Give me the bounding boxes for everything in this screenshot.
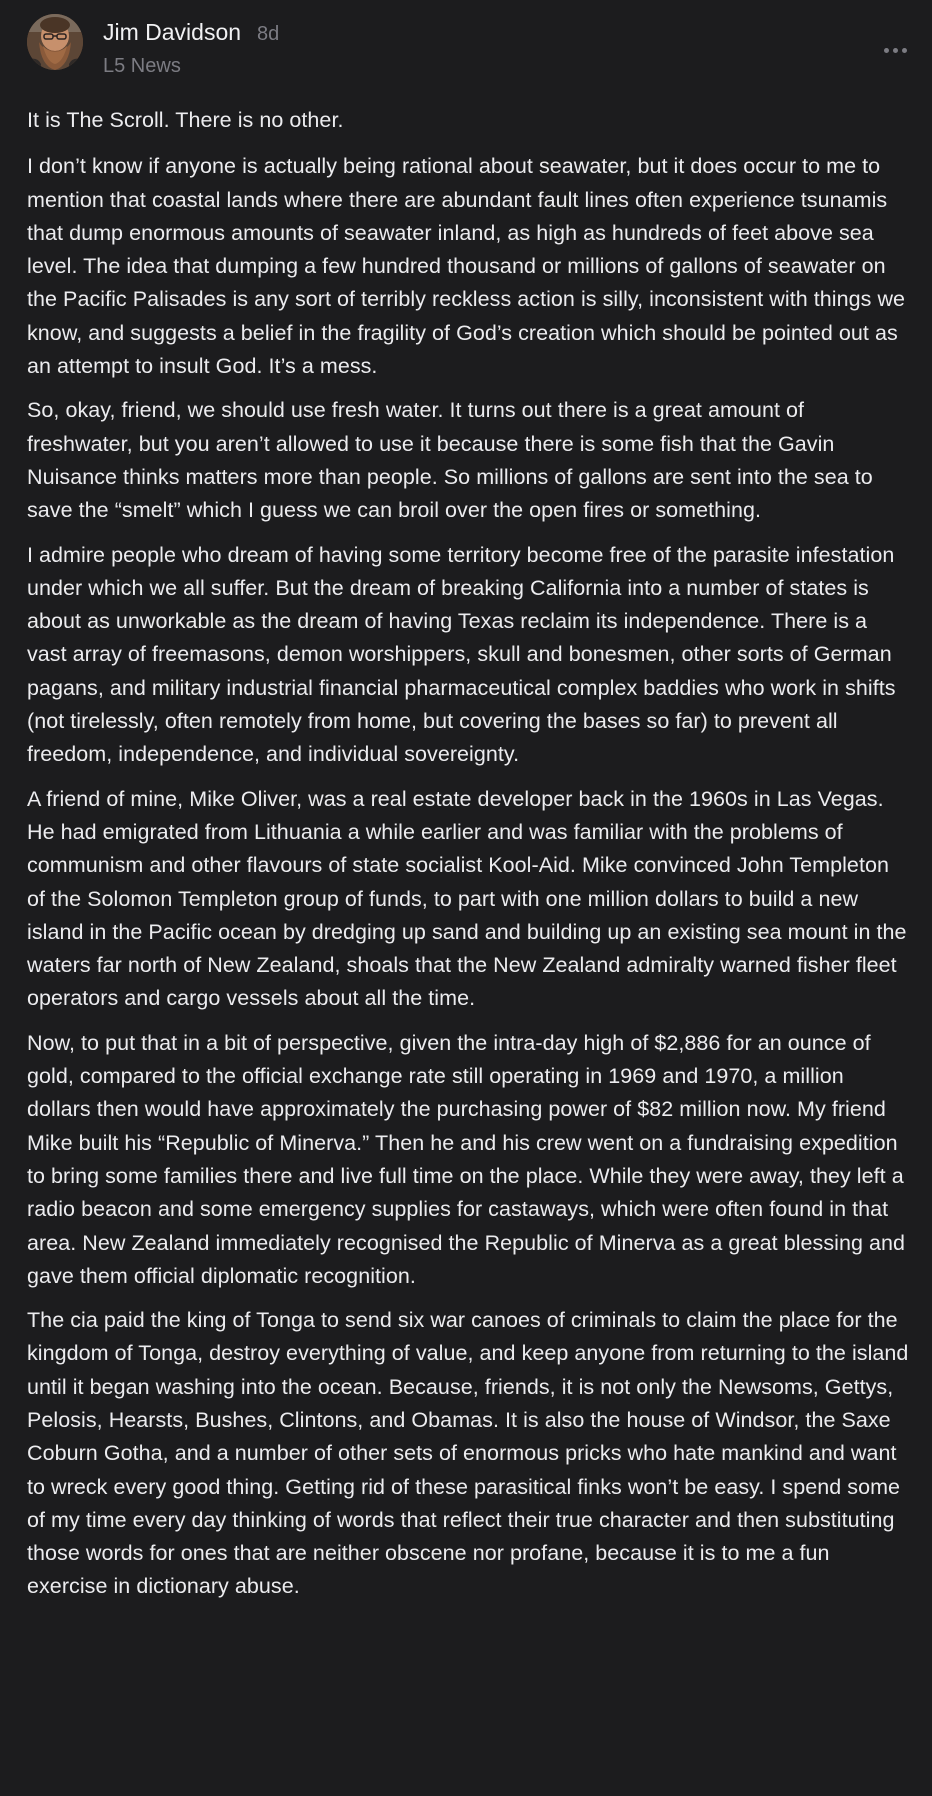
more-dot [893, 48, 898, 53]
post-paragraph: Now, to put that in a bit of perspective, given the intra-day high of $2,886 for an ounce of gold, compared to the official exchange rate still operating in 1969 and 1970, a million dollars then would have approximately the purchasing power of $82 million now. My friend Mike built his “Republic of Minerva.” Then he and his crew went on a fundraising expedition to bring some families there and live full time on the place. While they were away, they left a radio beacon and some emergency supplies for castaways, which were often found in that area. New Zealand immediately recognised the Republic of Minerva as a great blessing and gave them official diplomatic recognition. [27, 1030, 906, 1288]
post-meta-top [103, 17, 279, 49]
post-header [27, 14, 912, 104]
post-paragraph: A friend of mine, Mike Oliver, was a real estate developer back in the 1960s in Las Vegas. He had emigrated from Lithuania a while earlier and was familiar with the problems of communism and other flavours of state socialist Kool-Aid. Mike convinced John Templeton of the Solomon Templeton group of funds, to part with one million dollars to build a new island in the Pacific ocean by dredging up sand and building up an existing sea mount in the waters far north of New Zealand, shoals that the New Zealand admiralty warned fisher fleet operators and cargo vessels about all the time. [27, 786, 907, 1011]
more-horizontal-icon [884, 48, 907, 53]
post-paragraph: It is The Scroll. There is no other. [27, 108, 344, 132]
community-name[interactable]: L5 News [103, 55, 181, 77]
author-avatar[interactable] [27, 14, 83, 70]
author-name[interactable]: Jim Davidson [103, 19, 242, 45]
post-paragraph: I don’t know if anyone is actually being rational about seawater, but it does occur to me to mention that coastal lands where there are abundant fault lines often experience tsunamis that dump enormous amounts of seawater inland, as high as hundreds of feet above sea level. The idea that dumping a few hundred thousand or millions of gallons of seawater on the Pacific Palisades is any sort of terribly reckless action is silly, inconsistent with things we know, and suggests a belief in the fragility of God’s creation which should be pointed out as an attempt to insult God. It’s a mess. [27, 154, 906, 379]
post-paragraph: I admire people who dream of having some territory become free of the parasite infestation under which we all suffer. But the dream of breaking California into a number of states is about as unworkable as the dream of having Texas reclaim its independence. There is a vast array of freemasons, demon worshippers, skull and bonesmen, other sorts of German pagans, and military industrial financial pharmaceutical complex baddies who work in shifts (not tirelessly, often remotely from home, but covering the bases so far) to prevent all freedom, independence, and individual sovereignty. [27, 542, 896, 767]
post-paragraph: The cia paid the king of Tonga to send six war canoes of criminals to claim the place for the kingdom of Tonga, destroy everything of value, and keep anyone from returning to the island until it began washing into the ocean. Because, friends, it is not only the Newsoms, Gettys, Pelosis, Hearsts, Bushes, Clintons, and Obamas. It is also the house of Windsor, the Saxe Coburn Gotha, and a number of other sets of enormous pricks who hate mankind and want to wreck every good thing. Getting rid of these parasitical finks won’t be easy. I spend some of my time every day thinking of words that reflect their true character and then substituting those words for ones that are neither obscene nor profane, because it is to me a fun exercise in dictionary abuse. [27, 1308, 909, 1599]
post-paragraph: So, okay, friend, we should use fresh water. It turns out there is a great amount of freshwater, but you aren’t allowed to use it because there is some fish that the Gavin Nuisance thinks matters more than people. So millions of gallons are sent into the sea to save the “smelt” which I guess we can broil over the open fires or something. [27, 398, 873, 523]
user-avatar-photo-icon [27, 14, 83, 70]
post-timestamp: 8d [257, 23, 280, 45]
more-options-button[interactable] [878, 40, 912, 60]
more-dot [884, 48, 889, 53]
post-body [27, 104, 912, 1604]
more-dot [902, 48, 907, 53]
post-meta [103, 14, 279, 81]
